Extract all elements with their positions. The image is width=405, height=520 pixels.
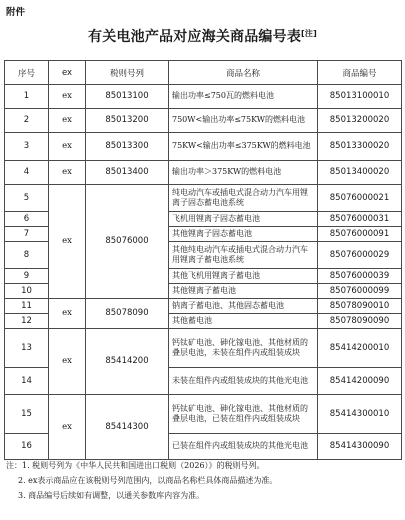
product-name-cell: 钙钛矿电池、砷化镓电池、其他材质的叠层电池，已装在组件内或组装成块 [169,395,318,434]
seq-cell: 9 [5,269,49,284]
product-name-cell: 未装在组件内或组装成块的其他光电池 [169,368,318,395]
product-name-cell: 输出功率＞375KW的燃料电池 [169,161,318,185]
product-code-cell: 85013400020 [318,161,402,185]
product-name-cell: 纯电动汽车或插电式混合动力汽车用锂离子固态蓄电池系统 [169,185,318,212]
tariff-cell: 85414200 [86,329,169,395]
table-row [5,299,402,314]
ex-cell: ex [49,329,86,395]
appendix-label: 附件 [6,7,26,18]
table-row [5,185,402,212]
title-note: [注] [301,29,317,38]
product-code-cell: 85013100010 [318,85,402,109]
tariff-cell: 85078090 [86,299,169,329]
product-code-cell: 85013300020 [318,133,402,161]
seq-cell: 4 [5,161,49,185]
ex-cell: ex [49,85,86,109]
product-code-cell: 85076000029 [318,242,402,269]
product-name-cell: 钠离子蓄电池、其他固态蓄电池 [169,299,318,314]
product-name-cell: 其他锂离子固态蓄电池 [169,227,318,242]
product-name-cell: 75KW<输出功率≤375KW的燃料电池 [169,133,318,161]
product-code-cell: 85414200090 [318,368,402,395]
table-row [5,85,402,109]
product-code-cell: 85076000031 [318,212,402,227]
seq-cell: 2 [5,109,49,133]
seq-cell: 10 [5,284,49,299]
product-code-cell: 85414300010 [318,395,402,434]
ex-cell: ex [49,299,86,329]
page-title [0,26,405,46]
tariff-cell: 85013100 [86,85,169,109]
seq-cell: 1 [5,85,49,109]
table-row [5,109,402,133]
product-code-cell: 85078090010 [318,299,402,314]
seq-cell: 12 [5,314,49,329]
header-tariff: 税则号列 [86,61,169,85]
footnote-1: 注：1. 税则号列为《中华人民共和国进出口税则（2026）》的税则号列。 [6,461,265,470]
product-name-cell: 输出功率≤750瓦的燃料电池 [169,85,318,109]
product-code-cell: 85076000039 [318,269,402,284]
seq-cell: 5 [5,185,49,212]
ex-cell: ex [49,133,86,161]
ex-cell: ex [49,109,86,133]
tariff-cell: 85076000 [86,185,169,299]
header-name: 商品名称 [169,61,318,85]
footnotes [6,458,401,503]
seq-cell: 13 [5,329,49,368]
ex-cell: ex [49,185,86,299]
footnote-3: 3. 商品编号后续如有调整，以通关参数库内容为准。 [18,491,205,500]
product-name-cell: 其他锂离子蓄电池 [169,284,318,299]
product-name-cell: 750W<输出功率≤75KW的燃料电池 [169,109,318,133]
seq-cell: 15 [5,395,49,434]
ex-cell: ex [49,395,86,460]
product-name-cell: 飞机用锂离子固态蓄电池 [169,212,318,227]
header-seq: 序号 [5,61,49,85]
title-text: 有关电池产品对应海关商品编号表 [88,29,302,45]
tariff-cell: 85414300 [86,395,169,460]
ex-cell: ex [49,161,86,185]
product-code-cell: 85076000091 [318,227,402,242]
product-code-cell: 85013200020 [318,109,402,133]
product-code-cell: 85414300090 [318,434,402,460]
header-ex: ex [49,61,86,85]
product-code-cell: 85414200010 [318,329,402,368]
product-code-cell: 85076000021 [318,185,402,212]
seq-cell: 11 [5,299,49,314]
product-code-cell: 85078090090 [318,314,402,329]
seq-cell: 7 [5,227,49,242]
product-name-cell: 钙钛矿电池、砷化镓电池、其他材质的叠层电池，未装在组件内或组装成块 [169,329,318,368]
product-name-cell: 其他纯电动汽车或插电式混合动力汽车用锂离子蓄电池系统 [169,242,318,269]
table-header-row [5,61,402,85]
header-code: 商品编号 [318,61,402,85]
tariff-cell: 85013400 [86,161,169,185]
seq-cell: 3 [5,133,49,161]
tariff-cell: 85013200 [86,109,169,133]
seq-cell: 8 [5,242,49,269]
product-name-cell: 其他蓄电池 [169,314,318,329]
seq-cell: 14 [5,368,49,395]
table-row [5,161,402,185]
seq-cell: 6 [5,212,49,227]
battery-code-table [4,60,402,460]
footnote-2: 2. ex表示商品应在该税则号列范围内，以商品名称栏具体商品描述为准。 [18,476,278,485]
tariff-cell: 85013300 [86,133,169,161]
table-row [5,133,402,161]
product-code-cell: 85076000099 [318,284,402,299]
product-name-cell: 其他飞机用锂离子蓄电池 [169,269,318,284]
product-name-cell: 已装在组件内或组装成块的其他光电池 [169,434,318,460]
seq-cell: 16 [5,434,49,460]
table-row [5,395,402,434]
table-row [5,329,402,368]
